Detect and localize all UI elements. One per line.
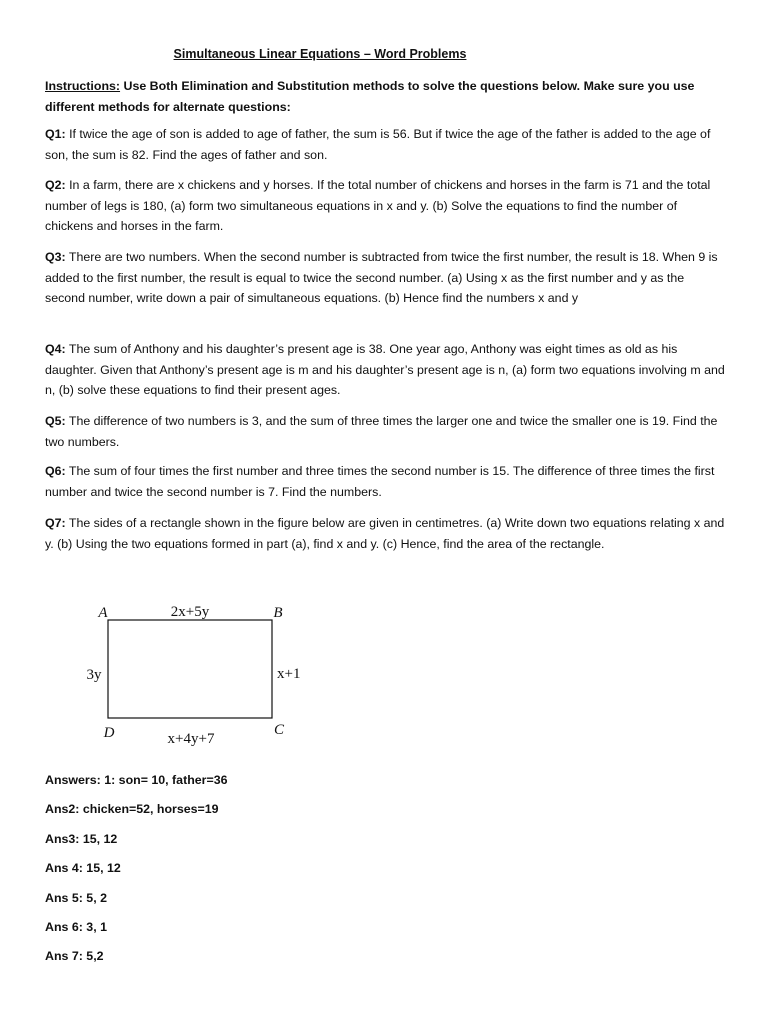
question-2 <box>45 175 725 237</box>
side-bottom-label: x+4y+7 <box>167 731 215 747</box>
question-label: Q1: <box>45 127 66 141</box>
question-4 <box>45 339 725 401</box>
question-7 <box>45 513 725 554</box>
page-title: Simultaneous Linear Equations – Word Problems <box>173 47 467 61</box>
question-label: Q4: <box>45 342 66 356</box>
question-label: Q2: <box>45 178 66 192</box>
question-text: The sum of Anthony and his daughter’s present age is 38. One year ago, Anthony was eight times as old as his daughter. Given that Anthony’s present age is m and his daughter’s present age is n, (a) form two equations involving m and n, (b) solve these equations to find their present ages. <box>45 342 725 397</box>
answer-7: Ans 7: 5,2 <box>45 949 104 963</box>
answer-4: Ans 4: 15, 12 <box>45 861 121 875</box>
question-1 <box>45 124 725 165</box>
instructions-text: Use Both Elimination and Substitution methods to solve the questions below. Make sure you use different methods for alternate questions: <box>45 79 695 114</box>
question-text: There are two numbers. When the second number is subtracted from twice the first number, the result is 18. When 9 is added to the first number, the result is equal to twice the second number. (a) Using x as the first number and y as the second number, write down a pair of simultaneous equations. (b) Hence find the numbers x and y <box>45 250 718 305</box>
answer-3: Ans3: 15, 12 <box>45 832 118 846</box>
question-label: Q7: <box>45 516 66 530</box>
question-text: The difference of two numbers is 3, and the sum of three times the larger one and twice the smaller one is 19. Find the two numbers. <box>45 414 718 449</box>
question-5 <box>45 411 725 452</box>
rectangle-diagram <box>70 598 330 758</box>
question-label: Q3: <box>45 250 66 264</box>
question-6 <box>45 461 725 502</box>
vertex-a-label: A <box>98 605 108 621</box>
instructions <box>45 76 725 117</box>
rectangle-figure <box>70 598 330 758</box>
question-text: In a farm, there are x chickens and y horses. If the total number of chickens and horses in the farm is 71 and the total number of legs is 180, (a) form two simultaneous equations in x and y. (b) Solve the equations to find the number of chickens and horses in the farm. <box>45 178 711 233</box>
vertex-c-label: C <box>273 722 285 738</box>
answer-5: Ans 5: 5, 2 <box>45 891 107 905</box>
answer-1: Answers: 1: son= 10, father=36 <box>45 773 228 787</box>
rectangle-shape <box>108 620 272 718</box>
question-label: Q5: <box>45 414 66 428</box>
vertex-d-label: D <box>103 725 115 741</box>
question-label: Q6: <box>45 464 66 478</box>
question-text: The sum of four times the first number and three times the second number is 15. The difference of three times the first number and twice the second number is 7. Find the numbers. <box>45 464 715 499</box>
answer-2: Ans2: chicken=52, horses=19 <box>45 802 219 816</box>
answer-6: Ans 6: 3, 1 <box>45 920 107 934</box>
side-left-label: 3y <box>86 667 102 683</box>
question-3 <box>45 247 725 309</box>
question-text: The sides of a rectangle shown in the figure below are given in centimetres. (a) Write down two equations relating x and y. (b) Using the two equations formed in part (a), find x and y. (c) Hence, find the area of the rectangle. <box>45 516 725 551</box>
vertex-b-label: B <box>273 605 283 621</box>
side-right-label: x+1 <box>277 666 301 682</box>
instructions-label: Instructions: <box>45 79 121 93</box>
side-top-label: 2x+5y <box>170 604 210 620</box>
question-text: If twice the age of son is added to age of father, the sum is 56. But if twice the age of the father is added to the age of son, the sum is 82. Find the ages of father and son. <box>45 127 711 162</box>
